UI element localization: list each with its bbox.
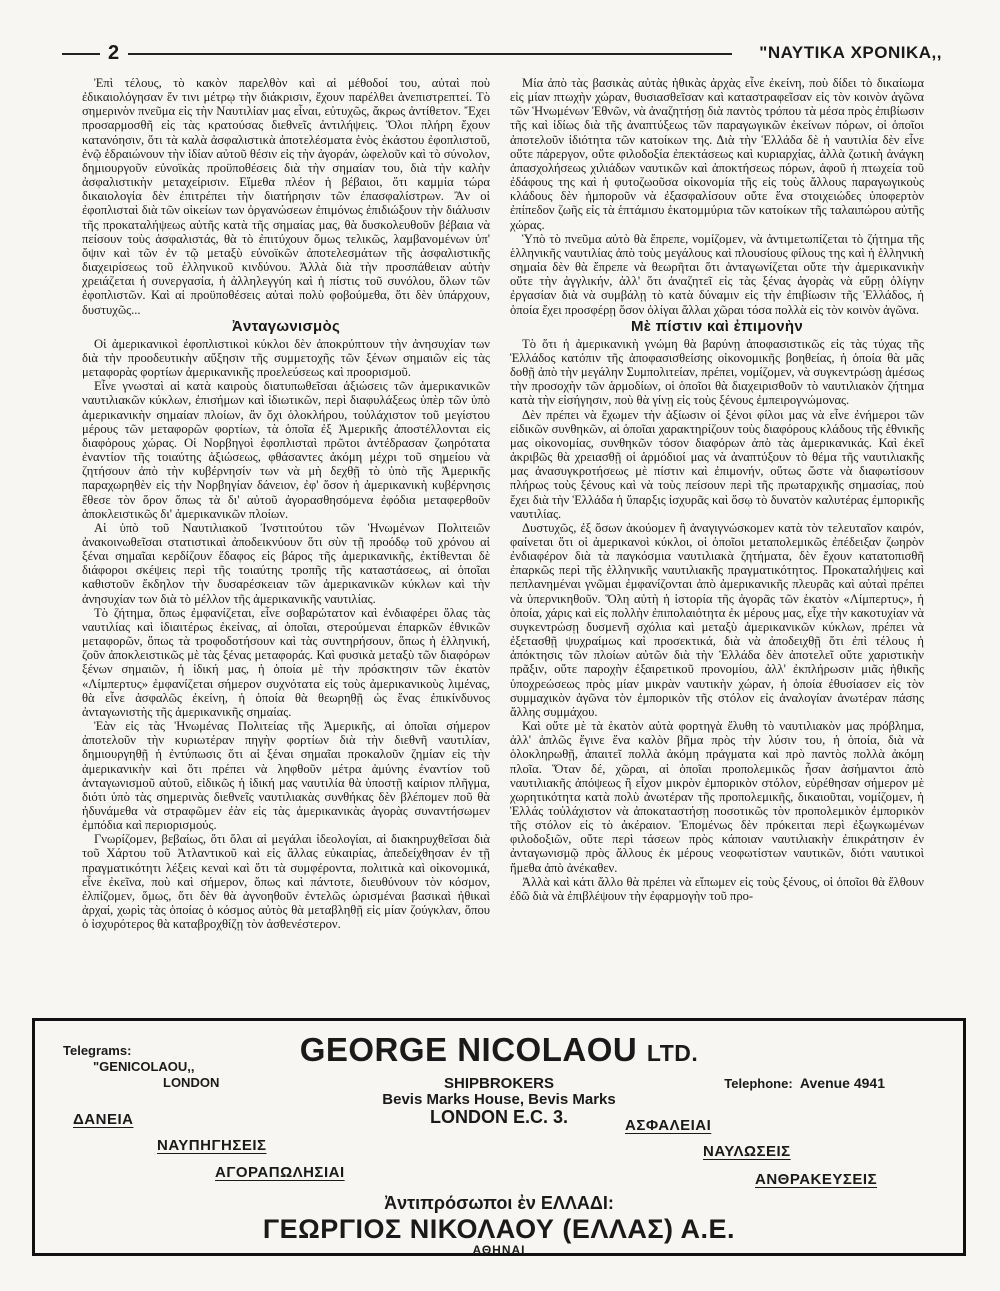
article-paragraph: Γνωρίζομεν, βεβαίως, ὅτι ὅλαι αἱ μεγάλαι ἰδεολογίαι, αἱ διακηρυχθεῖσαι διὰ τοῦ Χάρτου τοῦ Ἀτλαντικοῦ καὶ εἰς ἄλλας εὐκαιρίας, ἀπεδείχθησαν ἐν τῇ πραγματικότητι λέξεις κεναὶ καὶ ὅτι τὰ συμφέροντα, πολιτικὰ καὶ οἰκονομικά, εἶνε ἐκεῖνα, ποὺ καὶ σήμερον, ὅπως καὶ πάντοτε, διευθύνουν τὸν κόσμον, ἐλπίζομεν, ὅμως, ὅτι δὲν θὰ ἀγνοηθοῦν ἐντελῶς ὡρισμέναι βασικαὶ ἠθικαὶ ἀρχαί, χωρὶς τὰς ὁποίας ὁ κόσμος αὐτὸς θὰ μεταβληθῇ εἰς μίαν ζούγκλαν, ὅπου ὁ ἰσχυρότερος θὰ καταβροχθίζῃ τὸν ἀσθενέστερον.	[82, 832, 490, 932]
right-paragraphs-2	[510, 337, 924, 903]
article-paragraph: Ὑπὸ τὸ πνεῦμα αὐτὸ θὰ ἔπρεπε, νομίζομεν, νὰ ἀντιμετωπίζεται τὸ ζήτημα τῆς ἑλληνικῆς ναυτιλίας ἀπὸ τοὺς μεγάλους καὶ πλουσίους φίλους της καὶ ἡ ἑλληνικὴ σημαία δὲν θὰ ἔπρεπε νὰ θεωρῆται ὅτι ἀνταγωνίζεται οὔτε τὴν ἀμερικανικὴν οὔτε τὴν ἀγγλικήν, ἀλλ' ὅτι ἀναζητεῖ εἰς τὰς ξένας ἀγορὰς νὰ εὕρῃ ὀλίγην ἐργασίαν διὰ νὰ συμβάλῃ τὸ κατὰ δύναμιν εἰς τὴν ἐπιβίωσιν τῆς Ἑλλάδος, ἡ ὁποία ἔχει προσφέρῃ ὅσον ὀλίγαι ἄλλαι χῶραι τόσα πολλὰ εἰς τὸν κοινὸν ἀγῶνα.	[510, 231, 924, 317]
article-paragraph: Τὸ ζήτημα, ὅπως ἐμφανίζεται, εἶνε σοβαρώτατον καὶ ἐνδιαφέρει ὅλας τὰς ναυτιλίας καὶ ἰδιαιτέρως ἐκείνας, αἱ ὁποῖαι, στερούμεναι ἐπαρκῶν ἐθνικῶν μεταφορῶν, ὅπως τὰ τροφοδοτήσουν καὶ τὰς συντηρήσουν, ὅπως ἡ ἑλληνική, ζοῦν ἀποκλειστικῶς μὲ τὰς ξένας μεταφοράς. Καὶ φυσικὰ μεταξὺ τῶν διαφόρων ξένων σημαιῶν, ἡ ἰδική μας, ἡ ὁποία μὲ τὴν πρόσκτησιν τῶν ἑκατὸν «Λίμπερτυς» ἐμφανίζεται σήμερον συχνότατα εἰς τοὺς ἀμερικανικοὺς λιμένας, θὰ εἶνε ἀσφαλῶς ἐκείνη, ἡ ὁποία θὰ θεωρηθῇ ὡς ἕνας ἐπικίνδυνος ἀνταγωνιστὴς τῆς ἀμερικανικῆς σημαίας.	[82, 605, 490, 719]
office-address: Bevis Marks House, Bevis Marks	[382, 1091, 616, 1108]
service-loans: ΔΑΝΕΙΑ	[73, 1111, 134, 1128]
telegrams-value: "GENICOLAOU,,	[93, 1059, 195, 1074]
telegrams-label: Telegrams:	[63, 1043, 132, 1058]
article-paragraph: Αἱ ὑπὸ τοῦ Ναυτιλιακοῦ Ἰνστιτούτου τῶν Ἡνωμένων Πολιτειῶν ἀνακοινωθεῖσαι στατιστικαὶ ἀποδεικνύουν ὅτι σὺν τῇ προόδῳ τοῦ χρόνου αἱ ξέναι σημαῖαι κερδίζουν ἔδαφος εἰς βάρος τῆς ἀμερικανικῆς, ἐκτίθενται δὲ διάφοροι σκέψεις περὶ τῆς τοιαύτης τροπῆς τῆς καταστάσεως, αἱ ὁποῖαι καθιστοῦν ἔκδηλον τὴν δυσαρέσκειαν τῶν ἀμερικανικῶν κύκλων καὶ τὴν ἀνησυχίαν των διὰ τὸ μέλλον τῆς ἀμερικανικῆς ναυτιλίας.	[82, 520, 490, 606]
right-paragraphs	[510, 76, 924, 317]
article-paragraph: Καὶ οὔτε μὲ τὰ ἑκατὸν αὐτὰ φορτηγὰ ἔλυθη τὸ ναυτιλιακὸν μας πρόβλημα, ἀλλ' ἁπλῶς ἔγινε ἕνα καλὸν βῆμα πρὸς τὴν λύσιν του, ἡ ὁποία, διὰ νὰ ὁλοκληρωθῇ, ἀπαιτεῖ πολλὰ ἀκόμη πράγματα καὶ πρὸ παντὸς πολλὰ ἀκόμη πλοῖα. Ὅταν δέ, χῶραι, αἱ ὁποῖαι προπολεμικῶς ἦσαν ἀσήμαντοι ἀπὸ ναυτιλιακῆς ἀπόψεως ἢ εἶχον μικρὸν ἐμπορικὸν στόλον, εὑρέθησαν σήμερον μὲ χωρητικότητα κατὰ πολὺ ἀνωτέραν τῆς προπολεμικῆς, δικαιοῦται, νομίζομεν, ἡ Ἑλλάς τοὐλάχιστον νὰ ἀποκαταστήσῃ ποσοτικῶς τὸν προπολεμικὸν ἐμπορικὸν τῆς στόλον εἰς τὸ ἀκέραιον. Ἐπομένως δὲν πρόκειται περὶ ἐξωγκωμένων φιλοδοξιῶν, οὔτε περὶ τάσεων πρὸς κάποιαν ναυτιλιακὴν ἐπικράτησιν ἐν ἀνταγωνισμῷ πρὸς ἄλλους ἐκ μέρους νεοφωτίστων ναυτικῶν, διότι ναυτικοὶ ἤμεθα ἀπὸ ἀνέκαθεν.	[510, 719, 924, 875]
office-city: LONDON E.C. 3.	[429, 1107, 568, 1127]
telephone-value: Avenue 4941	[799, 1075, 885, 1091]
advertisement-box	[32, 1018, 966, 1256]
article-column-right	[510, 76, 924, 1014]
service-shipbuilding: ΝΑΥΠΗΓΗΣΕΙΣ	[157, 1137, 267, 1154]
article-paragraph: Ἐὰν εἰς τὰς Ἡνωμένας Πολιτείας τῆς Ἀμερικῆς, αἱ ὁποῖαι σήμερον ἀποτελοῦν τὴν κυριωτέραν πηγὴν φορτίων διὰ τὴν διεθνῆ ναυτιλίαν, δημιουργηθῇ ἡ ἐντύπωσις ὅτι αἱ ξέναι σημαῖαι προκαλοῦν ζημίαν εἰς τὴν ἀμερικανικὴν καὶ ὅτι πρέπει νὰ ληφθοῦν μέτρα ἀμύνης ἐναντίον τοῦ ἀνταγωνισμοῦ αὐτοῦ, εἰδικῶς ἡ ἰδική μας ναυτιλία θὰ ὑποστῇ καίριον πλῆγμα, διότι ὑπὸ τὰς σημερινὰς διεθνεῖς ναυτιλιακὰς συνθήκας δὲν βλέπομεν ποῦ θὰ ἠδυνάμεθα νὰ στραφῶμεν ἐὰν εἰς τὰς ἀμερικανικὰς ἀγορὰς συναντήσωμεν ἐμπόδια καὶ περιορισμούς.	[82, 719, 490, 833]
header-rule-left	[62, 53, 100, 55]
service-chartering: ΝΑΥΛΩΣΕΙΣ	[703, 1143, 791, 1160]
article-paragraph: Μία ἀπὸ τὰς βασικὰς αὐτὰς ἠθικὰς ἀρχὰς εἶνε ἐκείνη, ποὺ δίδει τὸ δικαίωμα εἰς μίαν πτωχὴν χώραν, θυσιασθεῖσαν καὶ καταστραφεῖσαν εἰς τὸν κοινὸν ἀγῶνα τῶν Ἡνωμένων Ἐθνῶν, νὰ ἀναζητήσῃ διὰ παντὸς τρόπου τὰ μέσα πρὸς ἐπιβίωσιν τῆς καὶ ἰδίως διὰ τῆς ἀναπτύξεως τῶν παραγωγικῶν ἐκείνων πόρων, οἱ ὁποῖοι ἀποτελοῦν ἰδιότητα τῶν κατοίκων της. Διὰ τὴν Ἑλλάδα δὲ ἡ ναυτιλία δὲν εἶνε οὔτε πάρεργον, οὔτε φιλοδοξία ἐπεκτάσεως καὶ κυριαρχίας, ἀλλὰ ζωτικὴ ἀνάγκη ἀπασχολήσεως χιλιάδων ναυτικῶν καὶ ἀποκτήσεως πόρων, ἀφοῦ ἡ πτωχεία τοῦ ἐδάφους της καὶ ἡ φυτοζωοῦσα οἰκονομία τῆς εἰς τοὺς ἄλλους παραγωγικοὺς κλάδους δὲν ἠμποροῦν νὰ ἐξασφαλίσουν οὔτε ἕνα στοιχειώδες ὑποφερτὸν ἐπίπεδον ζωῆς εἰς τὰ ἑπτάμισυ ἑκατομμύρια τῶν κατοίκων τῆς ταλαιπώρου αὐτῆς χώρας.	[510, 76, 924, 232]
left-paragraphs-2	[82, 337, 490, 932]
article-paragraph: Ἐπὶ τέλους, τὸ κακὸν παρελθὸν καὶ αἱ μέθοδοί του, αὐταὶ ποὺ ἐδικαιολόγησαν ἕν τινι μέτρῳ τὴν διάκρισιν, ἔχουν παρέλθει ἀνεπιστρεπτεί. Τὸ σημερινὸν πνεῦμα εἰς τὴν Ναυτιλίαν μας εἶναι, εὐτυχῶς, ἄκρως ἀντίθετον. Ἔχει προσαρμοσθῆ εἰς τὰς κρατούσας διεθνεῖς ἀντιλήψεις. Ὅλοι πλήρη ἔχουν κατανόησιν, ὅτι τὰ καλὰ ἀσφαλιστικὰ ἀποτελέσματα ἑνὸς ἑκάστου ἐφοπλιστοῦ, ἐνῷ ἑδραιώνουν τὴν ἰδίαν αὐτοῦ θέσιν εἰς τὴν ἀγοράν, ὠφελοῦν καὶ τὸ σύνολον, δημιουργοῦν εὐνοϊκὰς προϋποθέσεις διὰ τὴν σημαίαν του, διὰ τὴν καλὴν ἀσφαλιστικὴν μεταχείρισιν. Εἴμεθα πλέον ἡ βέβαιοι, ὅτι καμμία τώρα δικαιολογία δὲν ἐπιτρέπει τὴν διατήρησιν τῶν ἐπασφαλίστρων. Ἂν οἱ ἐφοπλισταὶ διὰ τῶν οἰκείων των ὀργανώσεων ἐπιμόνως ἐπιδιώξουν τὴν διάλυσιν τῆς προκαταλήψεως αὐτῆς κατὰ τῆς σημαίας μας, θὰ δυσκολευθοῦν βέβαια νὰ πείσουν τοὺς ἀσφαλιστάς, θὰ τὸ ἐπιτύχουν ὅμως τελικῶς, λαμβανομένων ὑπ' ὄψιν καὶ τῶν ἐν τῷ μεταξὺ εὐνοϊκῶν ἀποτελεσμάτων τῆς ἀσφαλιστικῆς διαχειρίσεως τοῦ ἑλληνικοῦ κινδύνου. Ἀλλὰ διὰ τὴν προσπάθειαν αὐτὴν χρειάζεται ἡ συνεργασία, ἡ ἀλληλεγγύη καὶ ἡ πίστις τοῦ συνόλου, ὅλων τῶν ἐφοπλιστῶν. Καὶ αἱ προϋποθέσεις αὐταὶ πολὺ φοβούμεθα, ὅτι δὲν ὑπάρχουν, δυστυχῶς...	[82, 76, 490, 317]
brand-name	[35, 1031, 963, 1069]
article-column-left	[82, 76, 490, 1014]
service-sales: ΑΓΟΡΑΠΩΛΗΣΙΑΙ	[215, 1164, 345, 1181]
section-heading-competition: Ἀνταγωνισμὸς	[231, 317, 341, 335]
telephone	[724, 1075, 885, 1091]
left-paragraphs	[82, 76, 490, 317]
header-rule-middle	[128, 53, 732, 55]
article-paragraph: Δυστυχῶς, ἐξ ὅσων ἀκούομεν ἢ ἀναγιγνώσκομεν κατὰ τὸν τελευταῖον καιρόν, φαίνεται ὅτι οἱ ἀμερικανοὶ κύκλοι, οἱ ὁποῖοι μεταπολεμικῶς ἐπέδειξαν ζωηρὸν ἐνδιαφέρον διὰ τὰ παγκόσμια ναυτιλιακὰ ζητήματα, δὲν ἔχουν κατατοπισθῆ ἐπαρκῶς περὶ τῆς ἑλληνικῆς ναυτιλιακῆς πραγματικότητος. Προκαταλήψεις καὶ πεπλανημέναι γνῶμαι ἐμφανίζονται ἀπὸ ἀμερικανικῆς πλευρᾶς καὶ αὐταὶ πρέπει νὰ ὑπερνικηθοῦν. Ὅλη αὐτὴ ἡ ἱστορία τῆς ἀγορᾶς τῶν ἑκατὸν «Λίμπερτυς», ἡ ὁποία, χάρις καὶ εἰς πολλὴν ἐπιπολαιότητα ἐκ μέρους μας, εἶχε τὴν κακοτυχίαν νὰ συγκεντρώσῃ δυσμενῆ σχόλια καὶ μεταξὺ ἀμερικανικῶν κύκλων, πρέπει νὰ ἐξετασθῇ ψυχραίμως καὶ προσεκτικά, διὰ νὰ ἀποδειχθῇ ὅτι ἐπὶ τέλους ἡ ἀπόκτησις τῶν πλοίων αὐτῶν διὰ τὴν Ἑλλάδα δὲν ἀποτελεῖ οὔτε χαριστικὴν πρᾶξιν, οὔτε παροχὴν ἐξαιρετικοῦ προνομίου, ἀλλ' ἐκπλήρωσιν μιᾶς ἠθικῆς ὑποχρεώσεως πρὸς μίαν μικρὰν ναυτικὴν χώραν, ἡ ὁποία ἐθυσίασεν εἰς τὸν συμμαχικὸν ἀγῶνα τὸν ἐμπορικὸν τῆς στόλον εἰς ἀναλογίαν ἀνωτέραν πάσης ἄλλης συμμάχου.	[510, 520, 924, 719]
article-paragraph: Τὸ ὅτι ἡ ἀμερικανικὴ γνώμη θὰ βαρύνῃ ἀποφασιστικῶς εἰς τὰς τύχας τῆς Ἑλλάδος κατόπιν τῆς ἀποφασισθείσης οἰκονομικῆς βοηθείας, ἡ ὁποία θὰ μᾶς δοθῇ ἀπὸ τὴν μεγάλην Συμπολιτείαν, πρέπει, νομίζομεν, νὰ συγκεντρώσῃ ἀμέσως τὴν προσοχὴν τῶν ἁρμοδίων, οἱ ὁποῖοι θὰ διαχειρισθοῦν τὸ ναυτιλιακὸν ζήτημα κατὰ τὴν εἰσήγησιν, ποὺ θὰ γίνῃ εἰς τοὺς ξένους ἐμπειρογνώμονας.	[510, 336, 924, 408]
service-coaling: ΑΝΘΡΑΚΕΥΣΕΙΣ	[755, 1171, 878, 1188]
article-paragraph: Ἀλλὰ καὶ κάτι ἄλλο θὰ πρέπει νὰ εἴπωμεν εἰς τοὺς ξένους, οἱ ὁποῖοι θὰ ἔλθουν ἐδῶ διὰ νὰ ἐπιβλέψουν τὴν ἐφαρμογὴν τοῦ προ-	[510, 874, 924, 903]
greek-company-name: ΓΕΩΡΓΙΟΣ ΝΙΚΟΛΑΟΥ (ΕΛΛΑΣ) Α.Ε.	[262, 1214, 736, 1244]
page-header	[62, 42, 942, 66]
telephone-label: Telephone:	[724, 1076, 793, 1091]
section-heading-faith: Μὲ πίστιν καὶ ἐπιμονὴν	[630, 317, 804, 335]
publication-title: "ΝΑΥΤΙΚΑ ΧΡΟΝΙΚΑ,,	[759, 43, 942, 62]
article-paragraph: Εἶνε γνωσταὶ αἱ κατὰ καιροὺς διατυπωθεῖσαι ἀξιώσεις τῶν ἀμερικανικῶν ναυτιλιακῶν κύκλων, ἐπισήμων καὶ ἰδιωτικῶν, περὶ διαφυλάξεως ὑπὲρ τῶν ὑπὸ ἀμερικανικὴν σημαίαν πλοίων, ἂν ὄχι ὁλοκλήρου, τοὐλάχιστον τοῦ μεγίστου μέρους τῶν μεταφορῶν φορτίων, τὰ ὁποῖα ἐξ Ἀμερικῆς ἀποστέλλονται εἰς διαφόρους χώρας. Οἱ Νορβηγοὶ ἐφοπλισταὶ πρῶτοι ἀντέδρασαν ζωηρότατα ἐναντίον τῆς τοιαύτης ἀξιώσεως, φθάσαντες ἀκόμη μέχρι τοῦ σημείου νὰ ζητήσουν ἀπὸ τὴν κυβέρνησίν των νὰ μὴ δεχθῇ τὸ ὑπὸ τῆς Ἀμερικῆς παραχωρηθὲν εἰς τὴν Νορβηγίαν δάνειον, ἐφ' ὅσον ἡ ἀμερικανικὴ κυβέρνησις ἔθεσε τὸν ὅρον ὅπως τὰ δι' αὐτοῦ ἀγορασθησόμενα ἐφόδια μεταφερθοῦν ἀποκλειστικῶς δι' ἀμερικανικῶν πλοίων.	[82, 379, 490, 521]
page-number: 2	[108, 42, 120, 64]
service-insurance: ΑΣΦΑΛΕΙΑΙ	[625, 1117, 712, 1134]
greek-company-city: ΑΘΗΝΑΙ	[472, 1243, 526, 1257]
representatives-label: Ἀντιπρόσωποι ἐν ΕΛΛΑΔΙ:	[384, 1193, 614, 1213]
article-paragraph: Οἱ ἀμερικανικοὶ ἐφοπλιστικοὶ κύκλοι δὲν ἀποκρύπτουν τὴν ἀνησυχίαν των διὰ τὴν προοδευτικὴν αὔξησιν τῆς συμμετοχῆς τῶν ξένων σημαιῶν εἰς τὰς μεταφορὰς φορτίων ἀμερικανικῆς προελεύσεως καὶ προορισμοῦ.	[82, 336, 490, 380]
telegrams-city: LONDON	[163, 1075, 220, 1090]
brand-main: GEORGE NICOLAOU	[299, 1031, 638, 1068]
brand-suffix: LTD.	[646, 1040, 699, 1066]
shipbrokers-label: SHIPBROKERS	[443, 1075, 555, 1092]
article-paragraph: Δὲν πρέπει νὰ ἔχωμεν τὴν ἀξίωσιν οἱ ξένοι φίλοι μας νὰ εἶνε ἐνήμεροι τῶν εἰδικῶν συνθηκῶν, αἱ ὁποῖαι χαρακτηρίζουν τοὺς διαφόρους κλάδους τῆς ἐθνικῆς μας οἰκονομίας, συνθηκῶν τόσον διαφόρων ἀπὸ τὰς ἀμερικανικάς. Καὶ ἐκεῖ ἀκριβῶς θὰ χρειασθῇ οἱ ἁρμόδιοί μας νὰ ἀναπτύξουν τὸ θέμα τῆς ναυτιλιακῆς μας ἀνασυγκροτήσεως μὲ πίστιν καὶ ἐπιμονήν, οὕτως ὥστε νὰ διαφωτίσουν πλήρως τοὺς ξένους καὶ νὰ τοὺς πείσουν περὶ τῆς πρωταρχικῆς σημασίας, ποὺ ἔχει διὰ τὴν Ἑλλάδα ἡ ὕπαρξις ἰσχυρᾶς καὶ ὅσῳ τὸ δυνατὸν καλυτέρας ἐμπορικῆς ναυτιλίας.	[510, 407, 924, 521]
